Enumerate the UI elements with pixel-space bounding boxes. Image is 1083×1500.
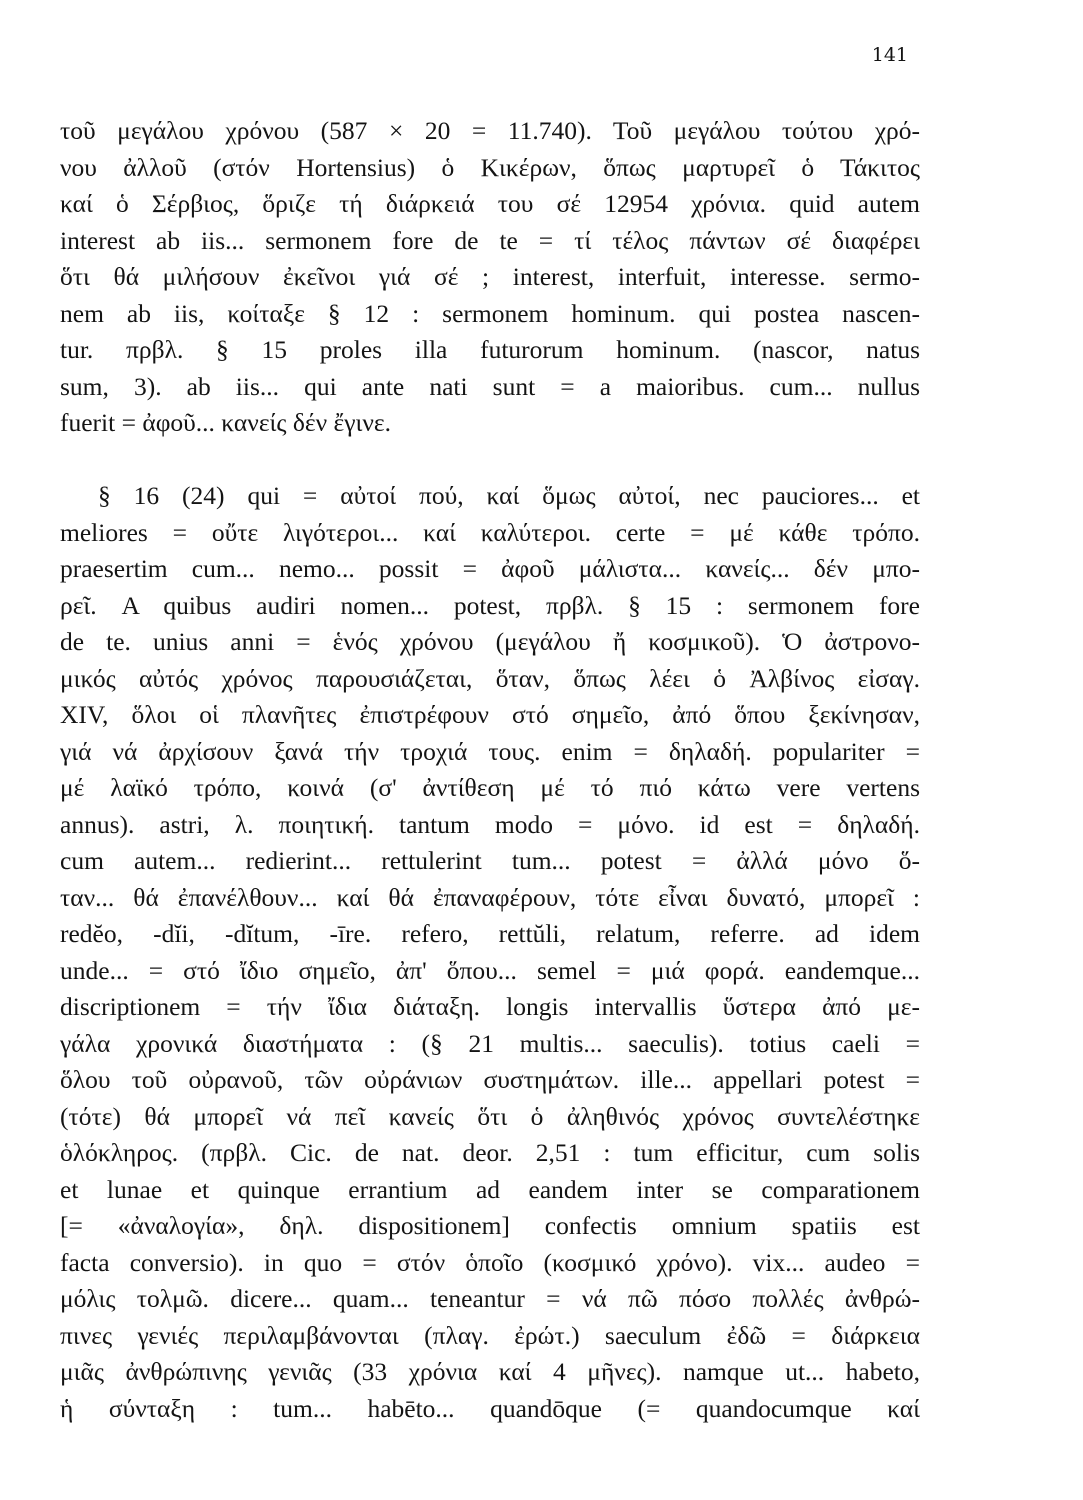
text-line: ὁλόκληρος. (πρβλ. Cic. de nat. deor. 2,51 : tum efficitur, cum solis <box>60 1138 920 1167</box>
text-line: γιά νά ἀρχίσουν ξανά τήν τροχιά τους. enim = δηλαδή. populariter = <box>60 736 920 766</box>
text-line: praesertim cum... nemo... possit = ἀφοῦ μάλιστα... κανείς... δέν μπο- <box>60 554 920 583</box>
text-line: μέ λαϊκό τρόπο, κοινά (σ' ἀντίθεση μέ τό πιό κάτω vere vertens <box>60 773 920 802</box>
paragraph-1 <box>60 113 920 442</box>
text-line: interest ab iis... sermonem fore de te = τί τέλος πάντων σέ διαφέρει <box>60 225 920 255</box>
text-line: unde... = στό ἴδιο σημεῖο, ἀπ' ὅπου... semel = μιά φορά. eandemque... <box>60 955 920 985</box>
text-line: [= «ἀναλογία», δηλ. dispositionem] confectis omnium spatiis est <box>60 1211 920 1240</box>
text-line: γάλα χρονικά διαστήματα : (§ 21 multis... saeculis). totius caeli = <box>60 1028 920 1058</box>
text-line: XIV, ὅλοι οἱ πλανῆτες ἐπιστρέφουν στό σημεῖο, ἀπό ὅπου ξεκίνησαν, <box>60 700 920 729</box>
text-line: § 16 (24) qui = αὐτοί πού, καί ὅμως αὐτοί, nec pauciores... et <box>98 481 920 510</box>
text-line: de te. unius anni = ἑνός χρόνου (μεγάλου ἤ κοσμικοῦ). Ὁ ἀστρονο- <box>60 627 920 656</box>
text-line: καί ὁ Σέρβιος, ὅριζε τή διάρκειά του σέ 12954 χρόνια. quid autem <box>60 189 920 218</box>
text-line: sum, 3). ab iis... qui ante nati sunt = a maioribus. cum... nullus <box>60 371 920 401</box>
text-line: (τότε) θά μπορεῖ νά πεῖ κανείς ὅτι ὁ ἀληθινός χρόνος συντελέστηκε <box>60 1101 920 1131</box>
page-number: 141 <box>871 44 908 66</box>
text-line: μικός αὐτός χρόνος παρουσιάζεται, ὅταν, ὅπως λέει ὁ Ἀλβίνος εἰσαγ. <box>60 663 920 693</box>
text-line: redĕo, -dĭi, -dĭtum, -īre. refero, rettŭli, relatum, referre. ad idem <box>60 919 920 948</box>
text-line: nem ab iis, κοίταξε § 12 : sermonem hominum. qui postea nascen- <box>60 298 920 328</box>
text-line: tur. πρβλ. § 15 proles illa futurorum hominum. (nascor, natus <box>60 335 920 364</box>
text-line: meliores = οὔτε λιγότεροι... καί καλύτεροι. certe = μέ κάθε τρόπο. <box>60 517 920 547</box>
text-line: ἡ σύνταξη : tum... habēto... quandōque (= quandocumque καί <box>60 1393 920 1423</box>
text-line: ρεῖ. A quibus audiri nomen... potest, πρβλ. § 15 : sermonem fore <box>60 590 920 620</box>
paragraph-2 <box>60 478 920 1427</box>
text-line: cum autem... redierint... rettulerint tum... potest = ἀλλά μόνο ὅ- <box>60 846 920 875</box>
text-line: ὅτι θά μιλήσουν ἐκεῖνοι γιά σέ ; interest, interfuit, interesse. sermo- <box>60 262 920 291</box>
text-line: πινες γενιές περιλαμβάνονται (πλαγ. ἐρώτ.) saeculum ἐδῶ = διάρκεια <box>60 1320 920 1350</box>
text-line: fuerit = ἀφοῦ... κανείς δέν ἔγινε. <box>60 408 391 437</box>
text-line: ταν... θά ἐπανέλθουν... καί θά ἐπαναφέρουν, τότε εἶναι δυνατό, μπορεῖ : <box>60 882 920 912</box>
text-line: facta conversio). in quo = στόν ὁποῖο (κοσμικό χρόνο). vix... audeo = <box>60 1247 920 1277</box>
text-line: et lunae et quinque errantium ad eandem inter se comparationem <box>60 1174 920 1204</box>
text-line: τοῦ μεγάλου χρόνου (587 × 20 = 11.740). Τοῦ μεγάλου τούτου χρό- <box>60 116 920 145</box>
text-line: μόλις τολμῶ. dicere... quam... teneantur = νά πῶ πόσο πολλές ἀνθρώ- <box>60 1284 920 1313</box>
text-line: μιᾶς ἀνθρώπινης γενιᾶς (33 χρόνια καί 4 μῆνες). namque ut... habeto, <box>60 1357 920 1386</box>
text-line: νου ἀλλοῦ (στόν Hortensius) ὁ Κικέρων, ὅπως μαρτυρεῖ ὁ Τάκιτος <box>60 152 920 182</box>
text-line: discriptionem = τήν ἴδια διάταξη. longis intervallis ὕστερα ἀπό με- <box>60 992 920 1021</box>
text-line: ὅλου τοῦ οὐρανοῦ, τῶν οὐράνιων συστημάτων. ille... appellari potest = <box>60 1065 920 1094</box>
text-line: annus). astri, λ. ποιητική. tantum modo = μόνο. id est = δηλαδή. <box>60 809 920 839</box>
